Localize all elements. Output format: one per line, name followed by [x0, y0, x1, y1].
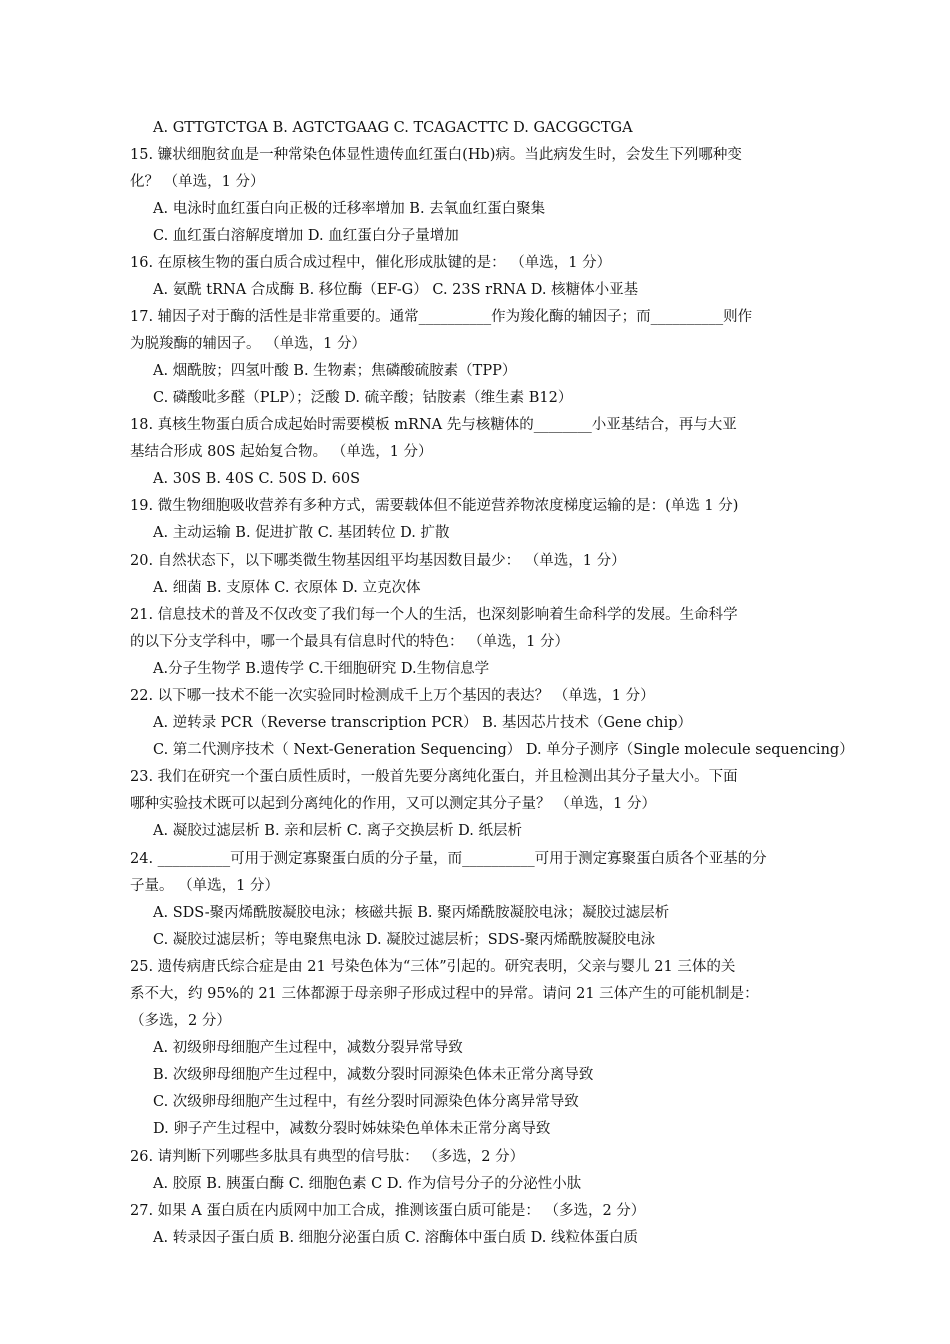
q21-stem-cont: 的以下分支学科中，哪一个最具有信息时代的特色： （单选，1 分） — [130, 634, 569, 650]
q15-options-ab: A. 电泳时血红蛋白向正极的迁移率增加 B. 去氧血红蛋白聚集 — [153, 201, 546, 217]
q22-options-cd: C. 第二代测序技术（ Next-Generation Sequencing） D. 单分子测序（Single molecule sequencing） — [153, 742, 854, 758]
q20-stem: 20. 自然状态下，以下哪类微生物基因组平均基因数目最少： （单选，1 分） — [130, 553, 626, 569]
q18-options: A. 30S B. 40S C. 50S D. 60S — [153, 471, 361, 487]
q25-stem-cont2: （多选，2 分） — [130, 1013, 231, 1029]
q24-options-ab: A. SDS-聚丙烯酰胺凝胶电泳；核磁共振 B. 聚丙烯酰胺凝胶电泳；凝胶过滤层析 — [153, 905, 670, 921]
q27-options: A. 转录因子蛋白质 B. 细胞分泌蛋白质 C. 溶酶体中蛋白质 D. 线粒体蛋白质 — [153, 1230, 639, 1246]
q23-stem-cont: 哪种实验技术既可以起到分离纯化的作用，又可以测定其分子量？ （单选，1 分） — [130, 796, 656, 812]
q15-stem-cont: 化？ （单选，1 分） — [130, 174, 265, 190]
q21-options: A.分子生物学 B.遗传学 C.干细胞研究 D.生物信息学 — [153, 661, 490, 677]
q15-stem: 15. 镰状细胞贫血是一种常染色体显性遗传血红蛋白(Hb)病。当此病发生时，会发生下列哪种变 — [130, 147, 742, 163]
q15-options-cd: C. 血红蛋白溶解度增加 D. 血红蛋白分子量增加 — [153, 228, 459, 244]
q22-stem: 22. 以下哪一技术不能一次实验同时检测成千上万个基因的表达？ （单选，1 分） — [130, 688, 655, 704]
q18-stem: 18. 真核生物蛋白质合成起始时需要模板 mRNA 先与核糖体的________小亚基结合，再与大亚 — [130, 417, 737, 433]
q17-stem: 17. 辅因子对于酶的活性是非常重要的。通常__________作为羧化酶的辅因子；而__________则作 — [130, 309, 753, 325]
q17-options-cd: C. 磷酸吡多醛（PLP）；泛酸 D. 硫辛酸；钴胺素（维生素 B12） — [153, 390, 573, 406]
q25-option-a: A. 初级卵母细胞产生过程中，减数分裂异常导致 — [153, 1040, 463, 1056]
q16-options: A. 氨酰 tRNA 合成酶 B. 移位酶（EF-G） C. 23S rRNA D. 核糖体小亚基 — [153, 282, 639, 298]
q25-option-c: C. 次级卵母细胞产生过程中，有丝分裂时同源染色体分离异常导致 — [153, 1094, 579, 1110]
q26-stem: 26. 请判断下列哪些多肽具有典型的信号肽： （多选，2 分） — [130, 1149, 525, 1165]
q21-stem: 21. 信息技术的普及不仅改变了我们每一个人的生活，也深刻影响着生命科学的发展。生命科学 — [130, 607, 738, 623]
q22-options-ab: A. 逆转录 PCR（Reverse transcription PCR） B. 基因芯片技术（Gene chip） — [153, 715, 693, 731]
q18-stem-cont: 基结合形成 80S 起始复合物。 （单选，1 分） — [130, 444, 433, 460]
q25-option-d: D. 卵子产生过程中，减数分裂时姊妹染色单体未正常分离导致 — [153, 1121, 551, 1137]
q17-stem-cont: 为脱羧酶的辅因子。 （单选，1 分） — [130, 336, 366, 352]
q27-stem: 27. 如果 A 蛋白质在内质网中加工合成，推测该蛋白质可能是： （多选，2 分） — [130, 1203, 646, 1219]
q24-stem-cont: 子量。 （单选，1 分） — [130, 878, 279, 894]
q23-options: A. 凝胶过滤层析 B. 亲和层析 C. 离子交换层析 D. 纸层析 — [153, 823, 523, 839]
q25-stem-cont: 系不大，约 95%的 21 三体都源于母亲卵子形成过程中的异常。请问 21 三体产生的可能机制是： — [130, 986, 759, 1002]
q19-options: A. 主动运输 B. 促进扩散 C. 基团转位 D. 扩散 — [153, 525, 450, 541]
q17-options-ab: A. 烟酰胺；四氢叶酸 B. 生物素；焦磷酸硫胺素（TPP） — [153, 363, 517, 379]
q25-stem: 25. 遗传病唐氏综合症是由 21 号染色体为“三体”引起的。研究表明，父亲与婴儿 21 三体的关 — [130, 959, 736, 975]
q23-stem: 23. 我们在研究一个蛋白质性质时，一般首先要分离纯化蛋白，并且检测出其分子量大小。下面 — [130, 769, 738, 785]
q26-options: A. 胶原 B. 胰蛋白酶 C. 细胞色素 C D. 作为信号分子的分泌性小肽 — [153, 1176, 582, 1192]
q24-stem: 24. __________可用于测定寡聚蛋白质的分子量，而__________可用于测定寡聚蛋白质各个亚基的分 — [130, 851, 767, 867]
q20-options: A. 细菌 B. 支原体 C. 衣原体 D. 立克次体 — [153, 580, 421, 596]
q14-options: A. GTTGTCTGA B. AGTCTGAAG C. TCAGACTTC D. GACGGCTGA — [153, 120, 633, 136]
q25-option-b: B. 次级卵母细胞产生过程中，减数分裂时同源染色体未正常分离导致 — [153, 1067, 594, 1083]
q24-options-cd: C. 凝胶过滤层析；等电聚焦电泳 D. 凝胶过滤层析；SDS-聚丙烯酰胺凝胶电泳 — [153, 932, 656, 948]
q19-stem: 19. 微生物细胞吸收营养有多种方式，需要载体但不能逆营养物浓度梯度运输的是：(单选 1 分) — [130, 498, 739, 514]
q16-stem: 16. 在原核生物的蛋白质合成过程中，催化形成肽键的是： （单选，1 分） — [130, 255, 612, 271]
